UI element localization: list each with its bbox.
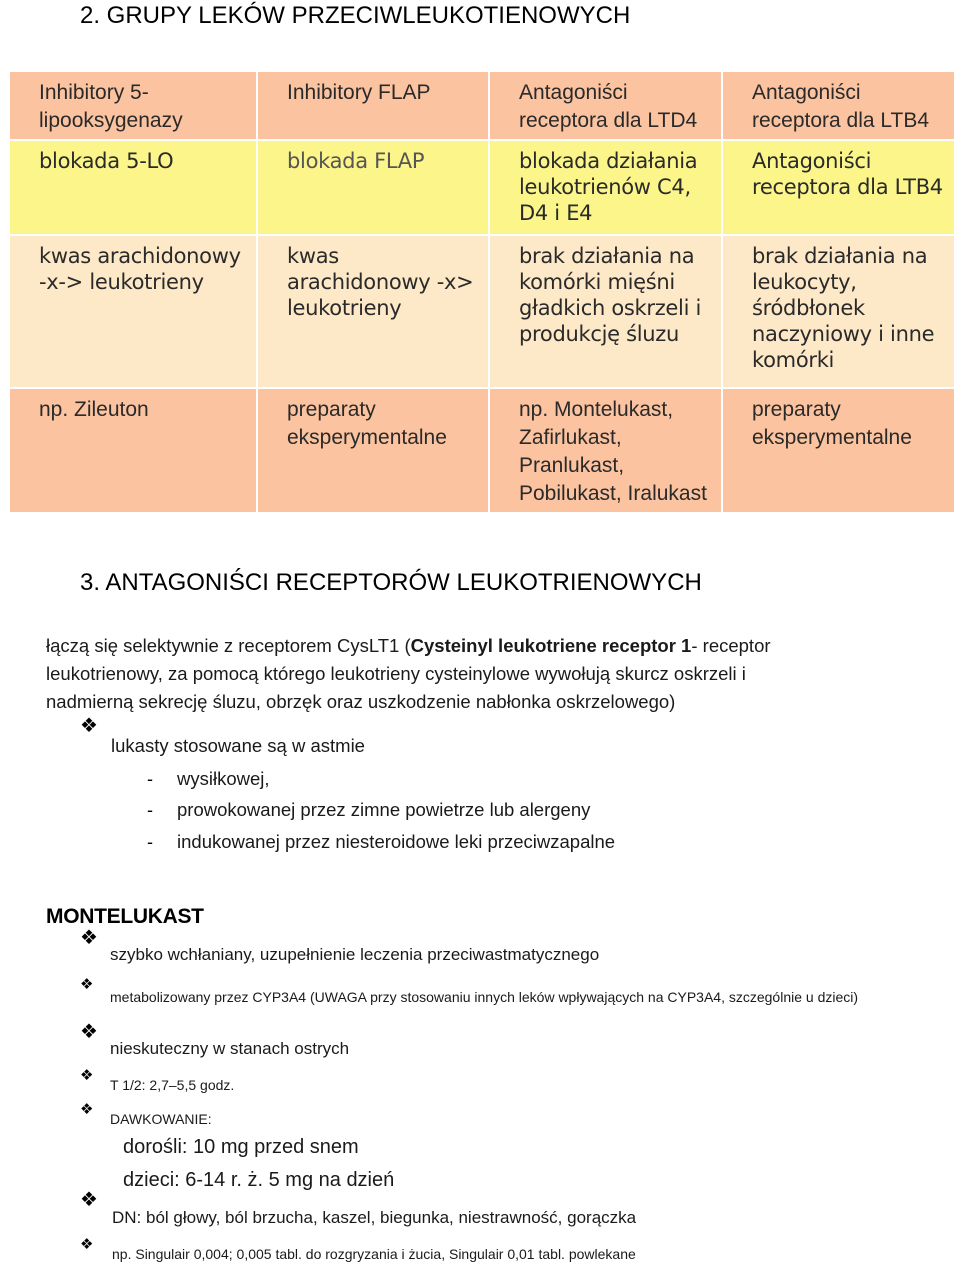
diamond-bullet-icon: ❖ [80,976,94,993]
dash-bullet-icon: - [147,769,153,789]
table-cell: brak działania na leukocyty, śródbłonek naczyniowy i inne komórki [722,235,955,388]
intro-text: - receptor leukotrienowy, za pomocą którego leukotrieny cysteinylowe wywołują skurcz oskrzeli i nadmierną sekrecję śluzu, obrzęk oraz uszkodzenie nabłonka oskrzelowego) [46,635,771,712]
montelukast-side-effects: DN: ból głowy, ból brzucha, kaszel, biegunka, niestrawność, gorączka [112,1208,637,1227]
montelukast-acute: nieskuteczny w stanach ostrych [110,1039,350,1058]
dose-adults: dorośli: 10 mg przed snem [123,1136,359,1158]
montelukast-title: MONTELUKAST [46,905,204,928]
table-cell: preparaty eksperymentalne [722,388,955,513]
dash-bullet-icon: - [147,832,153,852]
dash-bullet-icon: - [147,800,153,820]
diamond-bullet-icon: ❖ [80,927,98,949]
intro-text: łączą się selektywnie z receptorem CysLT1 ( [46,635,411,656]
table-cell: kwas arachidonowy -x> leukotrieny [257,235,489,388]
diamond-bullet-icon: ❖ [80,1236,94,1253]
diamond-bullet-icon: ❖ [80,1067,94,1084]
diamond-bullet-icon: ❖ [80,1101,94,1118]
dose-children: dzieci: 6-14 r. ż. 5 mg na dzień [123,1169,395,1191]
montelukast-preparations: np. Singulair 0,004; 0,005 tabl. do rozgryzania i żucia, Singulair 0,01 tabl. powlekane [112,1246,636,1262]
montelukast-metabolism: metabolizowany przez CYP3A4 (UWAGA przy stosowaniu innych leków wpływających na CYP3A4, szczególnie u dzieci) [110,989,859,1005]
table-cell: Antagoniści receptora dla LTB4 [722,71,955,140]
table-row [9,388,955,513]
table-cell: np. Montelukast, Zafirlukast, Pranlukast, Pobilukast, Iralukast [489,388,722,513]
table-cell: brak działania na komórki mięśni gładkich oskrzeli i produkcję śluzu [489,235,722,388]
section-3-title: 3. ANTAGONIŚCI RECEPTORÓW LEUKOTRIENOWYCH [80,569,702,596]
table-cell: Antagoniści receptora dla LTB4 [722,140,955,235]
table-cell: np. Zileuton [9,388,257,513]
montelukast-dosage-label: DAWKOWANIE: [110,1111,212,1127]
table-cell: blokada 5-LO [9,140,257,235]
table-cell: Inhibitory 5-lipooksygenazy [9,71,257,140]
table-cell: blokada FLAP [257,140,489,235]
leukotriene-drug-groups-table [8,70,956,514]
table-row [9,235,955,388]
montelukast-absorption: szybko wchłaniany, uzupełnienie leczenia przeciwastmatycznego [110,945,600,964]
list-item: wysiłkowej, [177,768,270,789]
intro-bold-text: Cysteinyl leukotriene receptor 1 [410,635,692,656]
table-cell: blokada działania leukotrienów C4, D4 i E4 [489,140,722,235]
montelukast-half-life: T 1/2: 2,7–5,5 godz. [110,1077,235,1093]
diamond-bullet-icon: ❖ [80,1189,98,1211]
table-row [9,71,955,140]
intro-paragraph [46,632,836,716]
diamond-bullet-icon: ❖ [80,715,98,737]
list-item: prowokowanej przez zimne powietrze lub alergeny [177,799,591,820]
table-cell: preparaty eksperymentalne [257,388,489,513]
section-2-title: 2. GRUPY LEKÓW PRZECIWLEUKOTIENOWYCH [80,2,631,29]
table-cell: Inhibitory FLAP [257,71,489,140]
lukasty-lead: lukasty stosowane są w astmie [111,735,365,756]
list-item: indukowanej przez niesteroidowe leki przeciwzapalne [177,831,616,852]
table-cell: Antagoniści receptora dla LTD4 [489,71,722,140]
table-cell: kwas arachidonowy -x-> leukotrieny [9,235,257,388]
diamond-bullet-icon: ❖ [80,1021,98,1043]
table-row [9,140,955,235]
